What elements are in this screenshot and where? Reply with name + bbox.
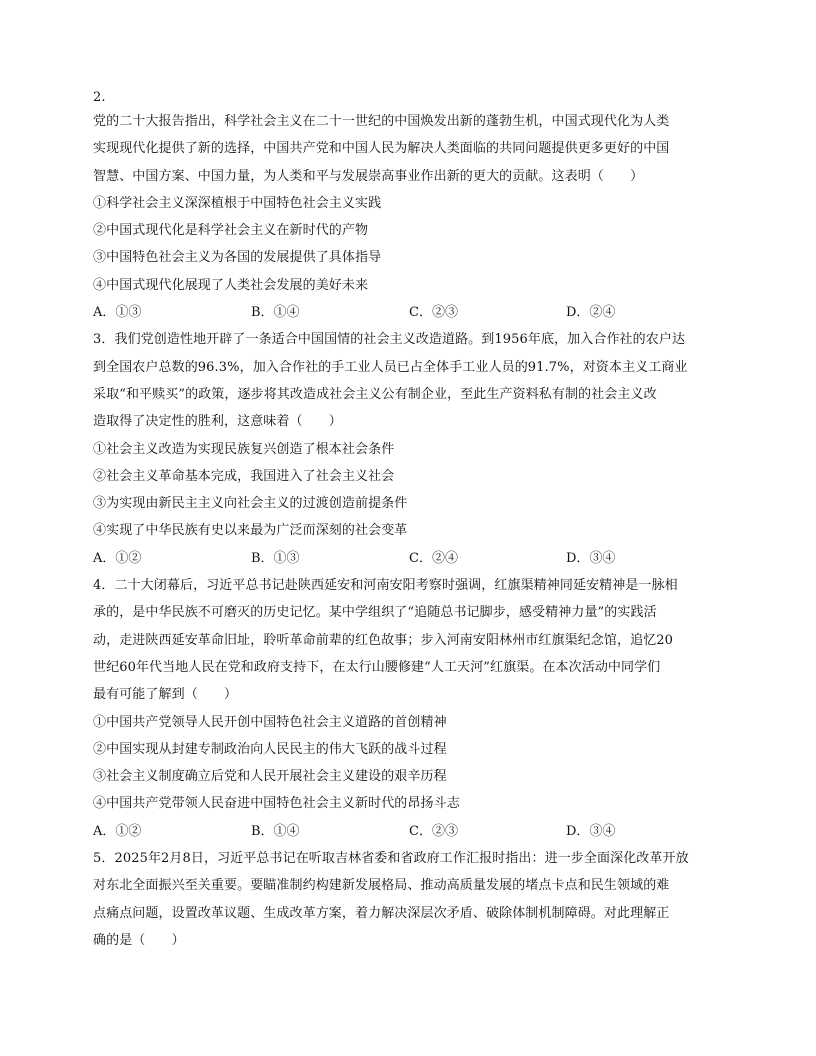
question-stem-line: 到全国农户总数的96.3%，加入合作社的手工业人员已占全体手工业人员的91.7%，对资本主义工商业 [93, 359, 688, 375]
question-stem-line: 采取“和平赎买”的政策，逐步将其改造成社会主义公有制企业，至此生产资料私有制的社会主义改 [93, 386, 657, 402]
statement-2: ②中国式现代化是科学社会主义在新时代的产物 [93, 223, 369, 239]
question-stem-line: 党的二十大报告指出，科学社会主义在二十一世纪的中国焕发出新的蓬勃生机，中国式现代化为人类 [93, 114, 670, 129]
option-c[interactable]: C．②③ [409, 305, 458, 321]
statement-3: ③中国特色社会主义为各国的发展提供了具体指导 [93, 250, 382, 266]
option-a[interactable]: A．①② [93, 550, 142, 566]
option-a[interactable]: A．①② [93, 823, 142, 839]
question-5 [93, 845, 725, 954]
question-stem-line: 承的，是中华民族不可磨灭的历史记忆。某中学组织了“追随总书记脚步，感受精神力量”的实践活 [93, 605, 657, 621]
question-stem-line: 最有可能了解到（ ） [93, 687, 238, 703]
statement-4: ④中国式现代化展现了人类社会发展的美好未来 [93, 277, 369, 293]
question-stem-line: 智慧、中国方案、中国力量，为人类和平与发展崇高事业作出新的更大的贡献。这表明（ ） [93, 168, 644, 184]
question-stem-line: 动，走进陕西延安革命旧址，聆听革命前辈的红色故事；步入河南安阳林州市红旗渠纪念馆，追忆20 [93, 632, 674, 648]
question-stem-line: 5．2025年2月8日，习近平总书记在听取吉林省委和省政府工作汇报时指出：进一步全面深化改革开放 [93, 851, 689, 867]
answer-options [93, 545, 725, 572]
option-d[interactable]: D．③④ [566, 550, 616, 566]
statement-2: ②中国实现从封建专制政治向人民民主的伟大飞跃的战斗过程 [93, 741, 447, 757]
question-number: 2. [93, 90, 106, 105]
option-d[interactable]: D．②④ [566, 305, 616, 321]
question-stem-line: 4．二十大闭幕后，习近平总书记赴陕西延安和河南安阳考察时强调，红旗渠精神同延安精神是一脉相 [93, 578, 678, 594]
question-3 [93, 326, 725, 572]
option-b[interactable]: B．①③ [251, 550, 300, 566]
statement-3: ③社会主义制度确立后党和人民开展社会主义建设的艰辛历程 [93, 769, 447, 785]
question-stem-line: 3．我们党创造性地开辟了一条适合中国国情的社会主义改造道路。到1956年底，加入合作社的农户达 [93, 332, 686, 348]
question-stem-line: 实现现代化提供了新的选择，中国共产党和中国人民为解决人类面临的共同问题提供更多更好的中国 [93, 141, 670, 157]
option-c[interactable]: C．②④ [409, 550, 458, 566]
statement-1: ①科学社会主义深深植根于中国特色社会主义实践 [93, 195, 382, 211]
statement-2: ②社会主义革命基本完成，我国进入了社会主义社会 [93, 468, 395, 484]
question-stem-line: 造取得了决定性的胜利，这意味着（ ） [93, 414, 342, 430]
statement-1: ①社会主义改造为实现民族复兴创造了根本社会条件 [93, 441, 395, 457]
statement-3: ③为实现由新民主主义向社会主义的过渡创造前提条件 [93, 496, 408, 512]
answer-options [93, 818, 725, 845]
question-4 [93, 572, 725, 845]
question-2 [93, 88, 725, 326]
option-b[interactable]: B．①④ [251, 305, 300, 321]
statement-1: ①中国共产党领导人民开创中国特色社会主义道路的首创精神 [93, 714, 447, 730]
answer-options [93, 299, 725, 326]
statement-4: ④实现了中华民族有史以来最为广泛而深刻的社会变革 [93, 523, 408, 539]
option-c[interactable]: C．②③ [409, 823, 458, 839]
option-a[interactable]: A．①③ [93, 305, 142, 321]
option-b[interactable]: B．①④ [251, 823, 300, 839]
question-stem-line: 点痛点问题，设置改革议题、生成改革方案，着力解决深层次矛盾、破除体制机制障碍。对此理解正 [93, 905, 670, 921]
question-stem-line: 确的是（ ） [93, 932, 185, 948]
question-stem-line: 对东北全面振兴至关重要。要瞄准制约构建新发展格局、推动高质量发展的堵点卡点和民生领域的难 [93, 878, 670, 894]
question-stem-line: 世纪60年代当地人民在党和政府支持下，在太行山腰修建“人工天河”红旗渠。在本次活动中同学们 [93, 659, 661, 675]
option-d[interactable]: D．③④ [566, 823, 616, 839]
statement-4: ④中国共产党带领人民奋进中国特色社会主义新时代的昂扬斗志 [93, 796, 460, 812]
question-sheet [93, 88, 725, 954]
